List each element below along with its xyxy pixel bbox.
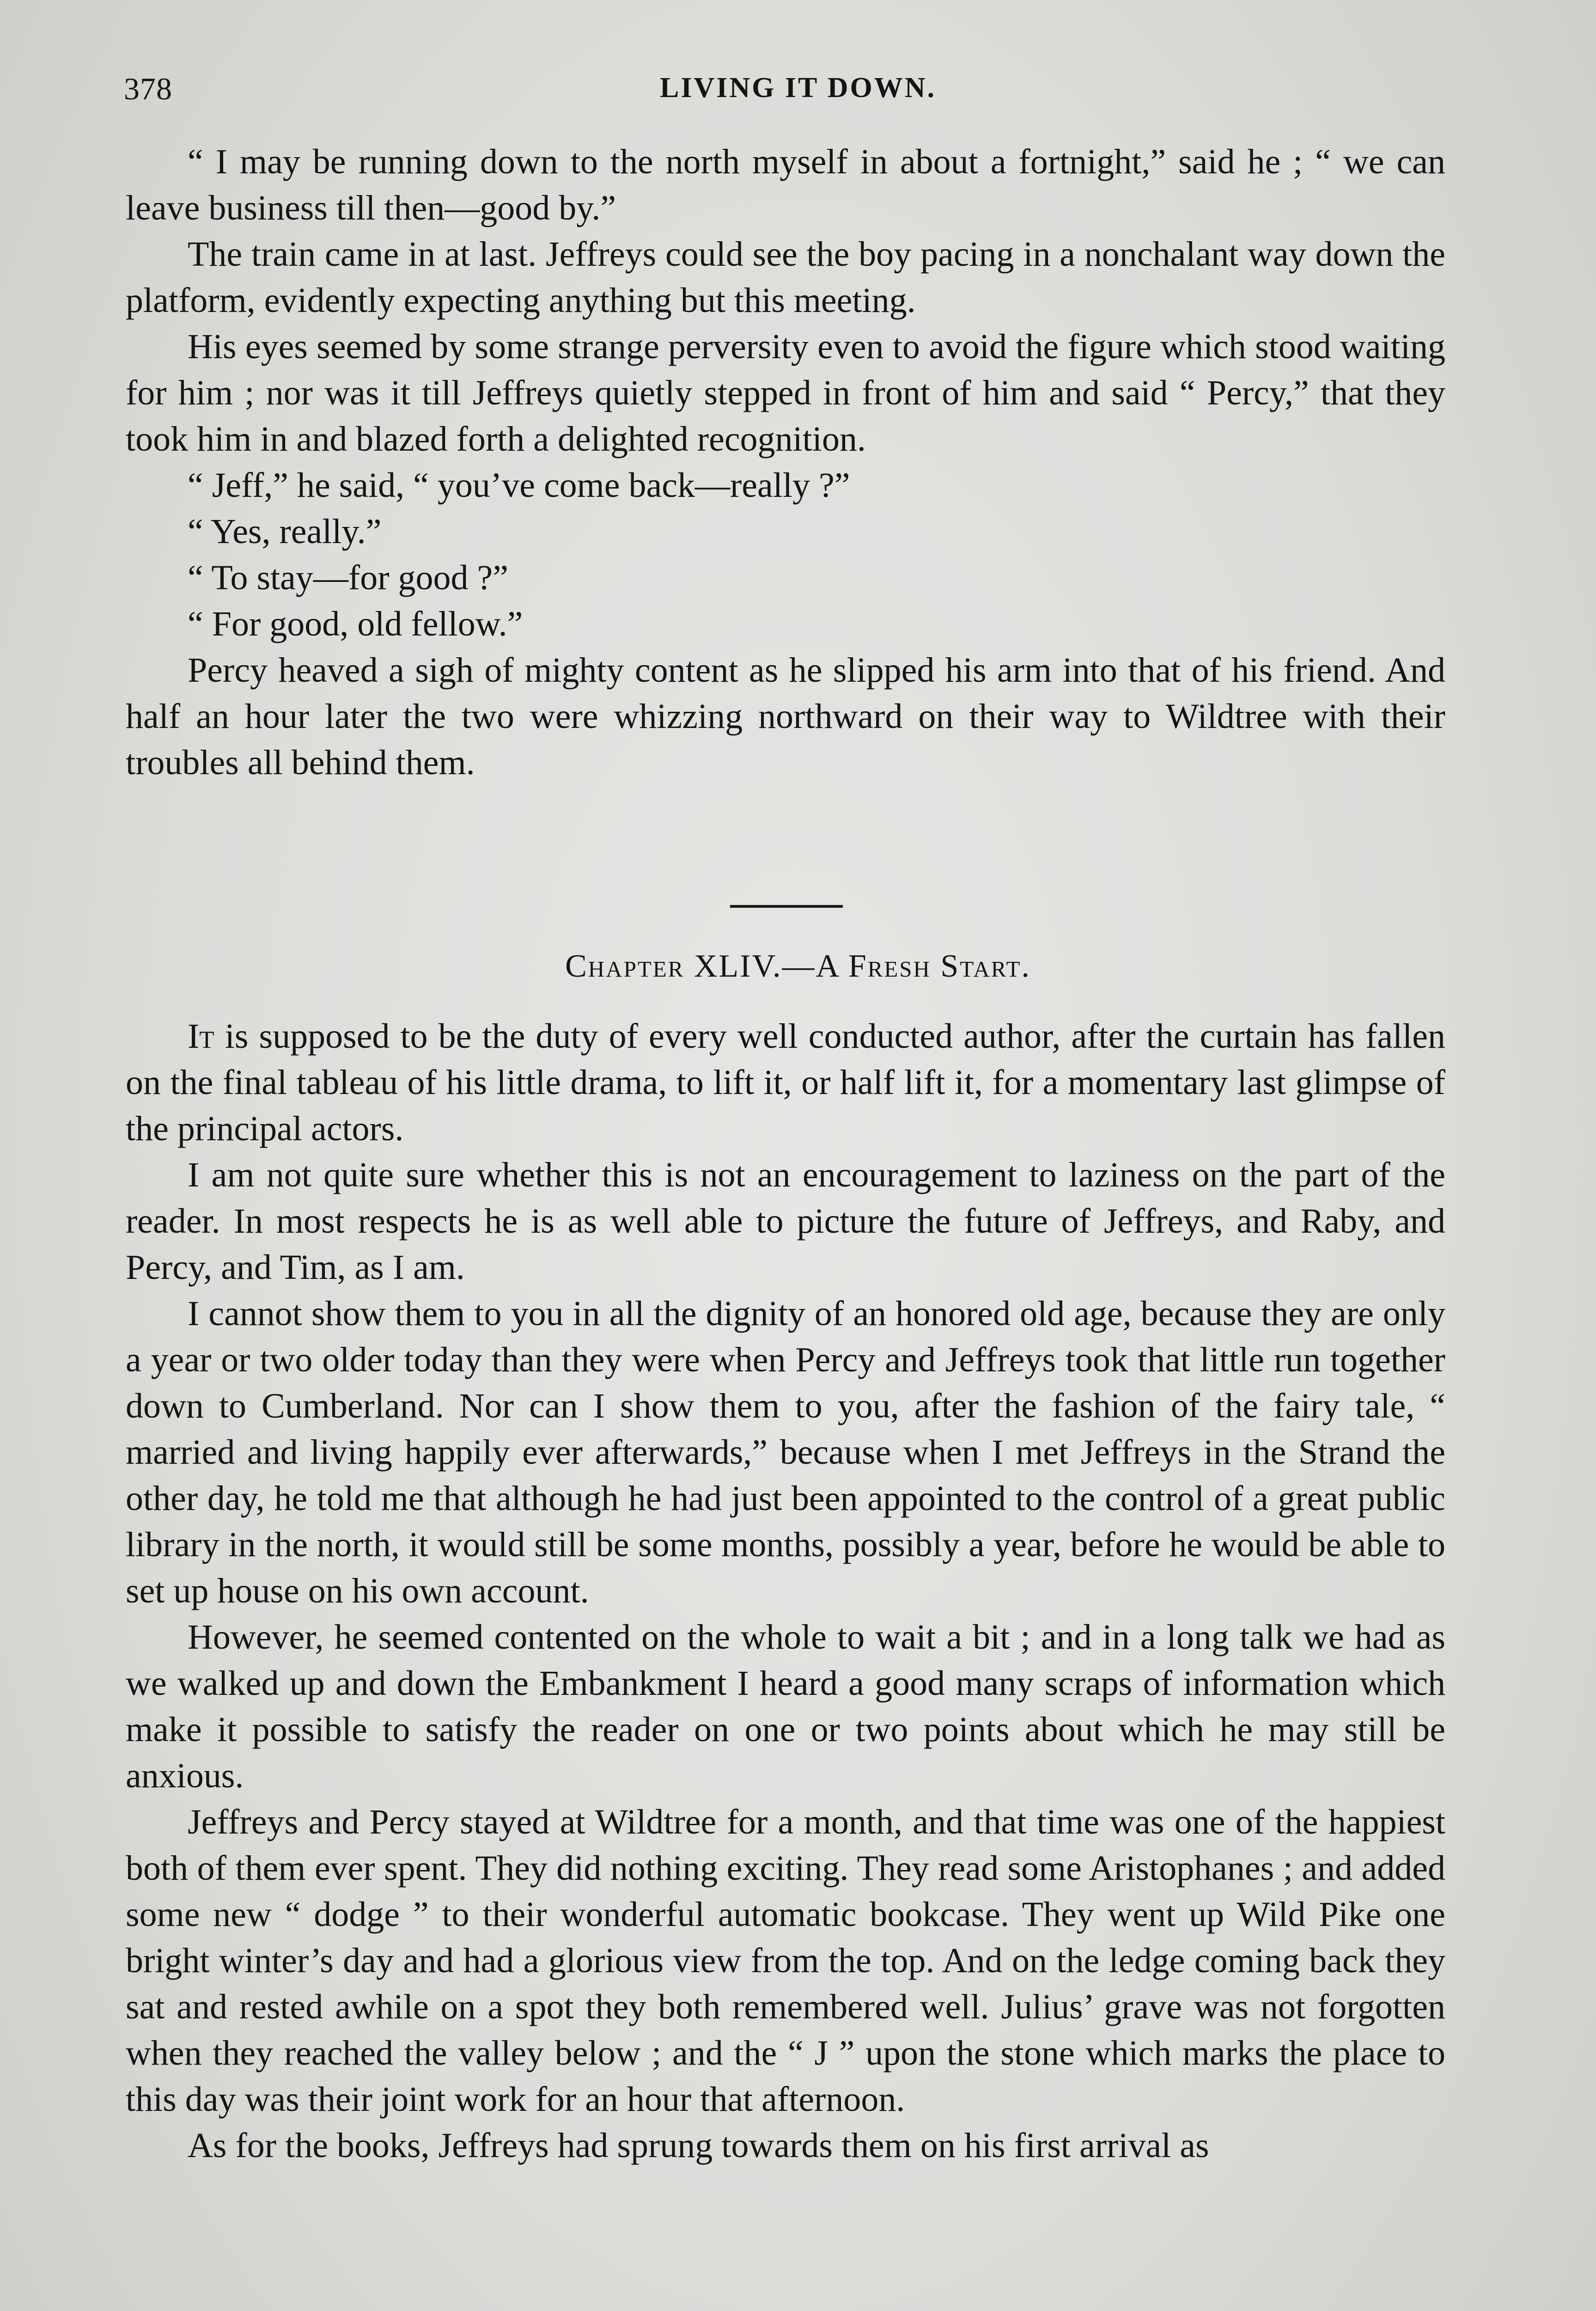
- paragraph: The train came in at last. Jeffreys could see the boy pacing in a nonchalant way down the platform, evidently expecting anything but this meeting.: [126, 235, 1445, 320]
- paragraph: I cannot show them to you in all the dignity of an honored old age, because they are only a year or two older today than they were when Percy and Jeffreys took that little run together down to Cumberland. Nor can I show them to you, after the fashion of the fairy tale, “ married and living happily ever afterwards,” because when I met Jeffreys in the Strand the other day, he told me that although he had just been appointed to the control of a great public library in the north, it would still be some months, possibly a year, before he would be able to set up house on his own account.: [126, 1294, 1445, 1610]
- paragraph: His eyes seemed by some strange perversity even to avoid the figure which stood waiting for him ; nor was it till Jeffreys quietly stepped in front of him and said “ Percy,” that they took him in and blazed forth a delighted recognition.: [126, 327, 1445, 459]
- page-number: 378: [124, 71, 172, 106]
- paragraph: As for the books, Jeffreys had sprung towards them on his first arrival as: [188, 2126, 1209, 2165]
- paragraph: “ Jeff,” he said, “ you’ve come back—really ?”: [188, 466, 850, 505]
- running-head: LIVING IT DOWN.: [659, 72, 937, 104]
- section-divider: [730, 905, 843, 908]
- paragraph: [126, 1013, 1445, 1152]
- chapter-text-block: [126, 1013, 1445, 2169]
- paragraph-text: is supposed to be the duty of every well conducted author, after the curtain has fallen on the final tableau of his little drama, to lift it, or half lift it, for a momentary last glimpse of the principal actors.: [126, 1017, 1445, 1148]
- paragraph: “ To stay—for good ?”: [188, 558, 508, 597]
- paragraph: “ Yes, really.”: [188, 512, 382, 551]
- opening-word: It: [188, 1017, 214, 1056]
- paragraph: I am not quite sure whether this is not an encouragement to laziness on the part of the reader. In most respects he is as well able to picture the future of Jeffreys, and Raby, and Percy, and Tim, as I am.: [126, 1156, 1445, 1287]
- paragraph: Percy heaved a sigh of mighty content as he slipped his arm into that of his friend. And half an hour later the two were whizzing northward on their way to Wildtree with their troubles all behind them.: [126, 651, 1445, 782]
- paragraph: “ I may be running down to the north myself in about a fortnight,” said he ; “ we can leave business till then—good by.”: [126, 142, 1445, 227]
- chapter-heading: Chapter XLIV.—A Fresh Start.: [565, 948, 1031, 984]
- paragraph: Jeffreys and Percy stayed at Wildtree for a month, and that time was one of the happiest both of them ever spent. They did nothing exciting. They read some Aristophanes ; and added some new “ dodge ” to their wonderful automatic bookcase. They went up Wild Pike one bright winter’s day and had a glorious view from the top. And on the ledge coming back they sat and rested awhile on a spot they both remembered well. Julius’ grave was not forgotten when they reached the valley below ; and the “ J ” upon the stone which marks the place to this day was their joint work for an hour that afternoon.: [126, 1803, 1445, 2119]
- paragraph: “ For good, old fellow.”: [188, 605, 523, 643]
- top-text-block: [126, 139, 1445, 786]
- paragraph: However, he seemed contented on the whole to wait a bit ; and in a long talk we had as we walked up and down the Embankment I heard a good many scraps of information which make it possible to satisfy the reader on one or two points about which he may still be anxious.: [126, 1618, 1445, 1795]
